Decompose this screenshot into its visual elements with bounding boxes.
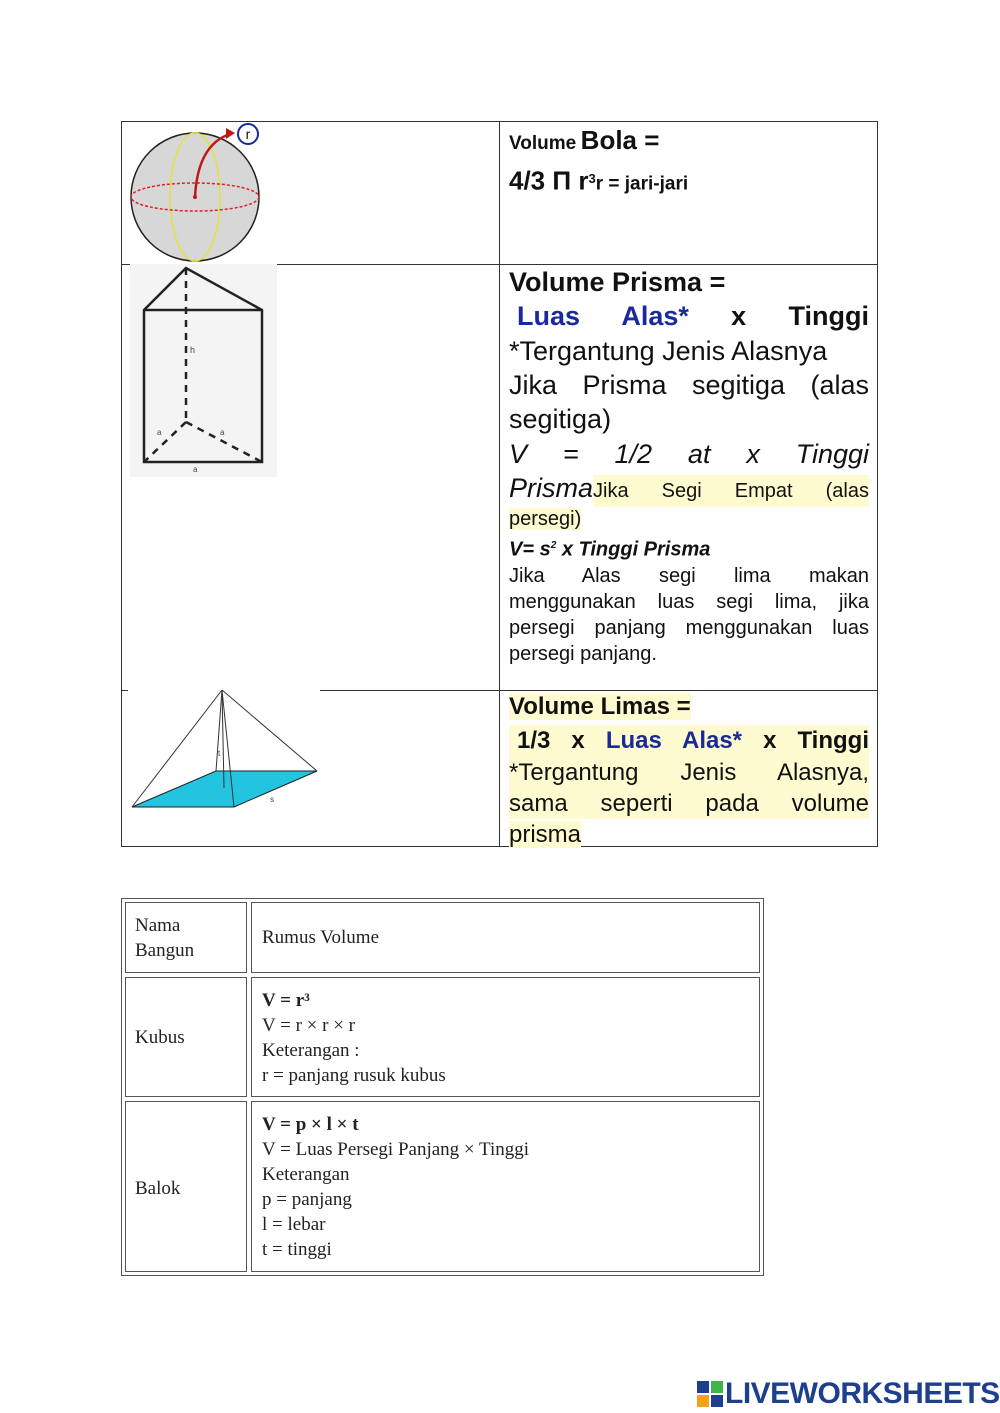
kubus-l4: r = panjang rusuk kubus [262,1065,446,1086]
prisma-x-tinggi: x Tinggi [731,301,869,331]
limas-formula-line [509,725,869,757]
limas-luas-alas: Luas Alas* [605,727,743,754]
prisma-line1: *Tergantung Jenis Alasnya [509,336,828,366]
prisma-para3: persegi panjang menggunakan luas [509,616,869,639]
logo-grid-icon [697,1381,723,1407]
limas-title: Volume Limas = [509,693,691,720]
balok-l3: Keterangan [262,1164,350,1185]
balok-l1: V = p × l × t [262,1114,359,1135]
column-divider [499,122,500,846]
header-formula: Rumus Volume [262,927,380,948]
balok-l2: V = Luas Persegi Panjang × Tinggi [262,1139,530,1160]
prism-base-label: a [193,465,198,474]
pyramid-figure [128,688,320,812]
prisma-line2: Jika Prisma segitiga (alas [509,370,869,400]
volume-table [121,898,764,1276]
radius-label: r [245,126,251,142]
limas-line2: sama seperti pada volume [509,790,869,817]
bola-title-small: Volume [509,133,577,154]
balok-l4: p = panjang [262,1189,352,1210]
prisma-formula-line [509,298,869,334]
prism-figure [130,264,277,477]
prism-height-label: h [190,345,196,355]
prisma-formula2 [509,533,869,563]
kubus-l3: Keterangan : [262,1040,360,1061]
header-name-line2: Bangun [135,940,195,961]
kubus-name: Kubus [135,1027,185,1048]
limas-sepertiga: 1/3 x [517,727,585,754]
prisma-line3: segitiga) [509,404,612,434]
bola-formula-exponent: 3 [588,171,596,186]
balok-l6: t = tinggi [262,1239,332,1260]
bola-note: r = jari-jari [595,173,689,195]
prisma-formula2-pre: V= s [509,538,551,561]
prisma-formula1b: Prisma [509,473,594,503]
prism-side-label-right: a [220,428,225,437]
prisma-luas-alas: Luas Alas* [517,301,689,331]
prisma-formula2-post: x Tinggi Prisma [556,538,711,561]
prisma-title: Volume Prisma = [509,267,726,297]
prisma-segi-empat-a: Jika Segi Empat (alas [593,475,869,507]
prisma-segi-empat-b: persegi) [509,508,582,530]
bola-cell [509,124,869,203]
limas-cell [509,692,869,853]
sphere-figure [124,122,270,268]
prisma-cell [509,266,869,667]
bola-formula: 4/3 Π r [509,165,589,196]
balok-l5: l = lebar [262,1214,326,1235]
balok-name: Balok [135,1178,181,1199]
prisma-formula2-exponent: 2 [550,540,557,551]
prism-side-label-left: a [157,428,162,437]
prisma-formula1a: V = 1/2 at x Tinggi [509,439,869,469]
header-name-line1: Nama [135,915,181,936]
prisma-para2: menggunakan luas segi lima, jika [509,590,869,613]
logo-text: LIVEWORKSHEETS [725,1377,1000,1410]
kubus-l2: V = r × r × r [262,1015,356,1036]
pyramid-height-label: t [218,749,221,758]
kubus-l1: V = r³ [262,990,310,1011]
liveworksheets-logo [697,1377,1000,1411]
limas-line3: prisma [509,821,582,848]
prisma-para1: Jika Alas segi lima makan [509,564,869,587]
limas-line1: *Tergantung Jenis Alasnya, [509,759,869,786]
bola-title-big: Bola = [580,125,660,155]
limas-x-tinggi: x Tinggi [763,727,869,754]
pyramid-side-label: s [270,795,274,804]
prisma-para4: persegi panjang. [509,642,657,665]
